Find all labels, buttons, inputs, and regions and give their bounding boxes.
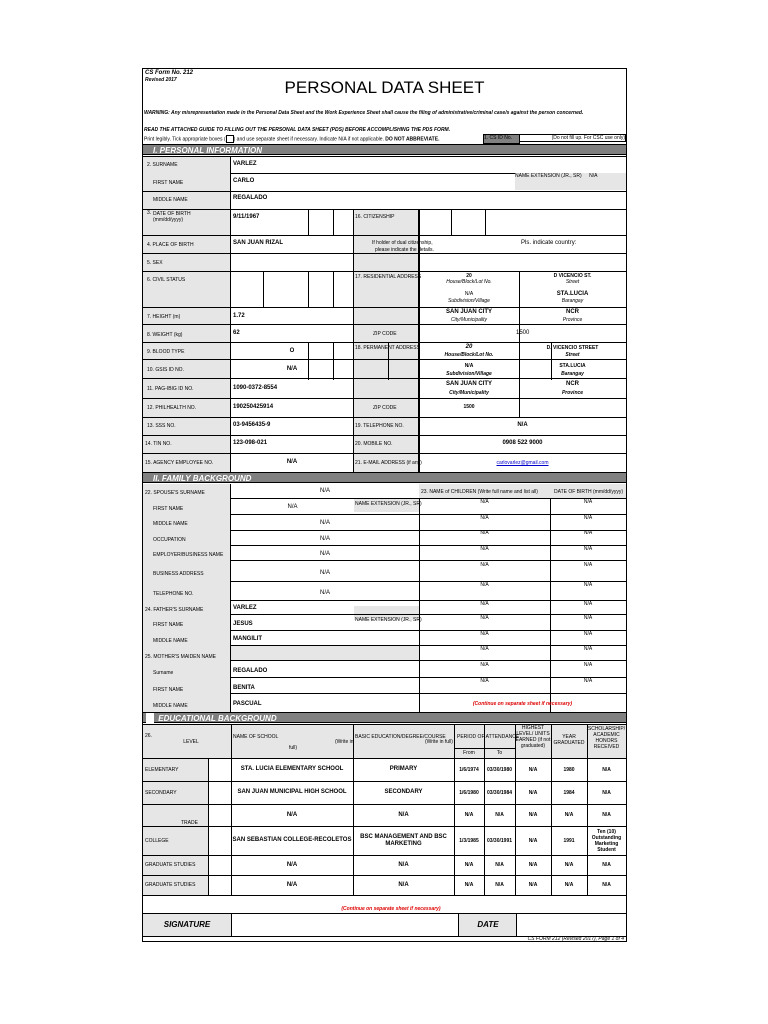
educ-year[interactable]: 1991 <box>563 837 575 844</box>
gsis-value[interactable]: N/A <box>286 366 298 372</box>
signature-label: SIGNATURE <box>143 914 231 936</box>
educ-course[interactable]: N/A <box>398 861 409 868</box>
dual-note: If holder of dual citizenship, <box>372 240 433 246</box>
tin-label: 14. TIN NO. <box>145 441 172 447</box>
name-ext-value[interactable]: N/A <box>589 173 598 179</box>
perm-city[interactable]: SAN JUAN CITY <box>445 381 492 387</box>
rule <box>388 342 389 380</box>
educ-continue-note: (Continue on separate sheet if necessary) <box>341 906 441 912</box>
sss-label: 13. SSS NO. <box>147 423 176 429</box>
form-revised: Revised 2017 <box>145 77 177 83</box>
educ-year-header: YEAR GRADUATED <box>553 734 585 746</box>
philhealth-value[interactable]: 190250425914 <box>233 404 274 410</box>
educ-year[interactable]: N/A <box>564 882 574 888</box>
educ-year[interactable]: N/A <box>564 812 574 818</box>
dual-note-2: please indicate the details. <box>375 247 434 253</box>
mother-surname-label: Surname <box>153 670 174 676</box>
child-name[interactable]: N/A <box>480 646 489 652</box>
rule <box>143 378 626 379</box>
child-dob[interactable]: N/A <box>583 515 593 521</box>
educ-to[interactable]: N/A <box>495 882 504 888</box>
child-dob[interactable]: N/A <box>583 646 593 652</box>
rule <box>143 324 626 325</box>
first-name-value[interactable]: CARLO <box>233 178 255 184</box>
educ-course-header: BASIC EDUCATION/DEGREE/COURSE <box>355 734 446 740</box>
agency-label: 15. AGENCY EMPLOYEE NO. <box>145 460 214 466</box>
child-dob[interactable]: N/A <box>583 631 593 637</box>
csid-field <box>519 134 626 142</box>
mother-surname-value[interactable]: REGALADO <box>233 668 268 674</box>
child-name[interactable]: N/A <box>480 582 489 588</box>
educ-course[interactable]: BSC MANAGEMENT AND BSC MARKETING <box>360 833 447 847</box>
educ-units[interactable]: N/A <box>528 882 538 888</box>
child-name[interactable]: N/A <box>480 515 489 521</box>
rule <box>451 209 452 235</box>
sex-label: 5. SEX <box>147 260 163 266</box>
rule <box>143 724 626 725</box>
educ-year[interactable]: N/A <box>564 862 574 868</box>
educ-level: GRADUATE STUDIES <box>145 862 196 868</box>
educ-to[interactable]: 03/30/1991 <box>486 837 513 844</box>
educ-course-header-2: (Write in full) <box>425 739 453 745</box>
rule <box>485 209 486 235</box>
mother-middle-value[interactable]: PASCUAL <box>233 701 262 707</box>
occupation-value[interactable]: N/A <box>319 536 330 542</box>
educ-to-header: To <box>496 750 503 756</box>
business-address-label: BUSINESS ADDRESS <box>153 571 204 577</box>
father-middle-value[interactable]: MANGILIT <box>233 636 262 642</box>
rule <box>231 693 626 694</box>
educ-units[interactable]: N/A <box>528 812 538 818</box>
child-dob[interactable]: N/A <box>583 615 593 621</box>
educ-from[interactable]: 1/3/1985 <box>459 837 479 844</box>
rule <box>333 209 334 235</box>
educ-school[interactable]: N/A <box>286 811 298 818</box>
read-guide-text: READ THE ATTACHED GUIDE TO FILLING OUT THE PERSONAL DATA SHEET (PDS) BEFORE ACCOMPLISHING THE PDS FORM. <box>144 127 451 133</box>
residential-label: 17. RESIDENTIAL ADDRESS <box>355 274 422 280</box>
rule <box>419 209 420 472</box>
perm-city-cap: City/Municipality <box>449 390 489 396</box>
rule <box>333 342 334 380</box>
height-value[interactable]: 1.72 <box>233 313 245 319</box>
child-name[interactable]: N/A <box>480 631 489 637</box>
email-label: 21. E-MAIL ADDRESS (if any) <box>355 460 422 466</box>
rule <box>143 307 626 308</box>
section-number-box <box>146 713 154 723</box>
educ-units-header: HIGHEST LEVEL/ UNITS EARNED (if not graduated) <box>515 725 551 749</box>
educ-to[interactable]: N/A <box>495 812 504 818</box>
print-note <box>144 135 439 143</box>
page-title: PERSONAL DATA SHEET <box>284 78 485 97</box>
educ-level: SECONDARY <box>145 789 177 796</box>
child-name[interactable]: N/A <box>480 601 489 607</box>
perm-prov-cap: Province <box>561 390 584 396</box>
business-address-value[interactable]: N/A <box>319 570 330 576</box>
father-ext-label: NAME EXTENSION (JR., SR) <box>355 617 422 623</box>
educ-school-header-3: full) <box>289 745 298 751</box>
educ-from[interactable]: N/A <box>464 862 474 868</box>
gsis-label: 10. GSIS ID NO. <box>147 367 184 373</box>
father-first-label: FIRST NAME <box>153 622 184 628</box>
dob-label: DATE OF BIRTH (mm/dd/yyyy) <box>153 211 191 223</box>
rule <box>143 435 626 436</box>
res-subd-cap: Subdivision/Village <box>448 298 490 304</box>
perm-house-cap: House/Block/Lot No. <box>444 352 494 358</box>
child-dob-label: DATE OF BIRTH (mm/dd/yyyy) <box>554 489 623 495</box>
spouse-surname-label: 22. SPOUSE'S SURNAME <box>145 490 205 496</box>
rule <box>143 398 626 399</box>
child-dob[interactable]: N/A <box>583 546 593 552</box>
sss-value[interactable]: 03-9456435-9 <box>233 422 271 428</box>
mother-first-label: FIRST NAME <box>153 687 184 693</box>
educ-from[interactable]: 1/6/1980 <box>459 789 479 796</box>
mother-maiden-label: 25. MOTHER'S MAIDEN NAME <box>145 654 216 660</box>
educ-level: ELEMENTARY <box>145 766 179 773</box>
educ-year[interactable]: 1984 <box>563 789 575 796</box>
child-dob[interactable]: N/A <box>583 582 593 588</box>
print-note-a: Print legibly. Tick appropriate boxes ( <box>144 136 226 143</box>
rule <box>143 235 626 236</box>
family-continue-note: (Continue on separate sheet if necessary) <box>472 701 573 707</box>
spouse-middle-label: MIDDLE NAME <box>153 521 188 527</box>
educ-from[interactable]: N/A <box>464 812 474 818</box>
email-value[interactable]: carlovarlez@gmail.com <box>496 460 549 466</box>
dob-num: 3. <box>147 210 152 216</box>
rule <box>143 253 626 254</box>
child-name[interactable]: N/A <box>480 678 489 684</box>
rule <box>308 209 309 235</box>
child-dob[interactable]: N/A <box>583 601 593 607</box>
educ-units[interactable]: N/A <box>528 789 538 796</box>
res-brgy[interactable]: STA.LUCIA <box>556 291 589 297</box>
child-name[interactable]: N/A <box>480 499 489 505</box>
mother-middle-label: MIDDLE NAME <box>153 703 188 709</box>
name-ext-label: NAME EXTENSION (JR., SR) <box>515 173 582 179</box>
father-first-value[interactable]: JESUS <box>233 621 253 627</box>
perm-zip[interactable]: 1500 <box>463 404 475 410</box>
rule <box>143 191 626 192</box>
educ-school[interactable]: N/A <box>286 861 298 868</box>
rule <box>143 359 626 360</box>
blood-label: 9. BLOOD TYPE <box>147 349 185 355</box>
res-zip[interactable]: 1500 <box>516 330 530 336</box>
spouse-first-value[interactable]: N/A <box>287 504 298 510</box>
educ-school-header-2: (Write in <box>335 739 354 745</box>
permanent-label: 18. PERMANENT ADDRESS <box>355 345 420 351</box>
child-name[interactable]: N/A <box>480 562 489 568</box>
occupation-label: OCCUPATION <box>153 537 186 543</box>
perm-house[interactable]: 20 <box>465 344 473 350</box>
child-name[interactable]: N/A <box>480 546 489 552</box>
educ-course[interactable]: PRIMARY <box>389 766 418 772</box>
res-prov-cap: Province <box>562 317 583 323</box>
spouse-middle-value[interactable]: N/A <box>319 520 330 526</box>
res-brgy-cap: Barangay <box>561 298 584 304</box>
middle-name-label: MIDDLE NAME <box>153 197 188 203</box>
family-label-column <box>143 484 231 714</box>
perm-street[interactable]: D. VICENCIO STREET <box>546 345 599 351</box>
educ-school-header: NAME OF SCHOOL <box>233 734 279 740</box>
educ-honors[interactable]: N/A <box>602 882 611 888</box>
rule <box>333 271 334 307</box>
children-label: 23. NAME of CHILDREN (Write full name and list all) <box>421 489 538 495</box>
rule <box>308 271 309 307</box>
rule <box>208 758 209 895</box>
rule <box>551 342 552 380</box>
spouse-tel-value[interactable]: N/A <box>319 590 330 596</box>
educ-honors[interactable]: N/A <box>602 789 611 796</box>
date-label: DATE <box>458 914 517 936</box>
res-prov[interactable]: NCR <box>566 309 579 315</box>
spouse-first-label: FIRST NAME <box>153 506 184 512</box>
rule <box>143 271 626 272</box>
dob-value[interactable]: 9/11/1967 <box>233 214 260 220</box>
surname-value[interactable]: VARLEZ <box>233 161 257 167</box>
csid-label: 1. CS ID No. <box>483 134 520 144</box>
educ-school[interactable]: STA. LUCIA ELEMENTARY SCHOOL <box>240 766 344 772</box>
height-label: 7. HEIGHT (m) <box>147 314 181 320</box>
child-dob[interactable]: N/A <box>583 678 593 684</box>
res-house-cap: House/Block/Lot No. <box>446 279 492 285</box>
educ-honors-header: SCHOLARSHIP/ ACADEMIC HONORS RECEIVED <box>587 726 626 750</box>
educ-course[interactable]: N/A <box>398 811 409 818</box>
perm-brgy[interactable]: STA.LUCIA <box>559 363 586 369</box>
educ-level <box>145 804 208 826</box>
section-education-title: EDUCATIONAL BACKGROUND <box>158 714 277 723</box>
surname-label: 2. SURNAME <box>147 162 178 168</box>
res-house[interactable]: 20 <box>466 273 472 279</box>
educ-honors[interactable]: N/A <box>602 766 611 773</box>
res-city[interactable]: SAN JUAN CITY <box>445 309 492 315</box>
employer-label: EMPLOYER/BUSINESS NAME <box>153 552 224 558</box>
educ-to[interactable]: 03/30/1980 <box>486 766 513 773</box>
mobile-label: 20. MOBILE NO. <box>355 441 393 447</box>
perm-prov[interactable]: NCR <box>566 381 579 387</box>
educ-from[interactable]: N/A <box>464 882 474 888</box>
perm-zip-label: ZIP CODE <box>373 405 397 411</box>
child-name[interactable]: N/A <box>480 615 489 621</box>
educ-from-header: From <box>463 750 475 756</box>
telephone-value[interactable]: N/A <box>517 422 528 428</box>
rule <box>231 560 626 561</box>
civil-status-label: 6. CIVIL STATUS <box>147 277 186 283</box>
res-zip-label: ZIP CODE <box>373 331 397 337</box>
educ-course[interactable]: N/A <box>398 881 409 888</box>
rule <box>143 209 626 210</box>
weight-label: 8. WEIGHT (kg) <box>147 332 183 338</box>
perm-brgy-cap: Barangay <box>561 371 584 377</box>
child-dob[interactable]: N/A <box>583 662 593 668</box>
father-surname-value[interactable]: VARLEZ <box>233 605 257 611</box>
educ-school[interactable]: SAN SEBASTIAN COLLEGE-RECOLETOS <box>232 837 352 843</box>
spouse-surname-value[interactable]: N/A <box>319 488 330 494</box>
educ-course[interactable]: SECONDARY <box>384 789 423 795</box>
educ-units[interactable]: N/A <box>528 837 538 844</box>
educ-year[interactable]: 1980 <box>563 766 575 773</box>
mother-first-value[interactable]: BENITA <box>233 685 255 691</box>
educ-period-header: PERIOD OF ATTENDANCE <box>457 734 520 740</box>
perm-street-cap: Street <box>565 352 580 358</box>
educ-level: COLLEGE <box>145 837 169 844</box>
perm-subd[interactable]: N/A <box>464 363 474 369</box>
pob-label: 4. PLACE OF BIRTH <box>147 242 194 248</box>
signature-field[interactable] <box>231 914 458 936</box>
rule <box>143 342 626 343</box>
educ-to[interactable]: 03/30/1984 <box>486 789 513 796</box>
citizenship-label: 16. CITIZENSHIP <box>355 214 395 220</box>
father-middle-label: MIDDLE NAME <box>153 638 188 644</box>
pds-sheet <box>142 68 627 942</box>
res-city-cap: City/Municipality <box>450 317 488 323</box>
rule <box>143 453 626 454</box>
res-street-cap: Street <box>565 279 580 285</box>
child-name[interactable]: N/A <box>480 662 489 668</box>
educ-units[interactable]: N/A <box>528 766 538 773</box>
pob-value[interactable]: SAN JUAN RIZAL <box>233 240 284 246</box>
educ-level-header: LEVEL <box>183 739 199 745</box>
educ-from[interactable]: 1/6/1974 <box>459 766 479 773</box>
child-dob[interactable]: N/A <box>583 562 593 568</box>
tin-value[interactable]: 123-098-021 <box>233 440 268 446</box>
blood-value[interactable]: O <box>289 348 295 354</box>
rule <box>519 271 520 417</box>
section-education <box>143 712 626 723</box>
warning-text: WARNING: Any misrepresentation made in the Personal Data Sheet and the Work Experience Sheet shall cause the filing of administrative/criminal case/s against the person concerned. <box>144 110 584 116</box>
rule <box>143 156 626 157</box>
educ-num: 26. <box>145 733 152 739</box>
vocational-label: TRADE <box>181 820 198 826</box>
rule <box>143 417 626 418</box>
form-number: CS Form No. 212 <box>145 70 194 76</box>
date-field[interactable] <box>516 914 627 936</box>
educ-school[interactable]: SAN JUAN MUNICIPAL HIGH SCHOOL <box>237 789 347 795</box>
do-not-abbreviate: DO NOT ABBREVIATE. <box>385 136 440 143</box>
child-name[interactable]: N/A <box>480 530 489 536</box>
educ-school[interactable]: N/A <box>286 881 298 888</box>
name-extension <box>515 173 626 190</box>
educ-units[interactable]: N/A <box>528 862 538 868</box>
pls-country: Pls. indicate country: <box>521 240 577 246</box>
perm-subd-cap: Subdivision/Village <box>446 371 492 377</box>
educ-to[interactable]: N/A <box>495 862 504 868</box>
mobile-value[interactable]: 0908 522 9000 <box>502 440 543 446</box>
pagibig-label: 11. PAG-IBIG ID NO. <box>147 386 194 392</box>
print-note-b: ) and use separate sheet if necessary. Indicate N/A if not applicable. <box>233 136 384 143</box>
rule <box>231 660 626 661</box>
educ-honors[interactable]: N/A <box>602 812 611 818</box>
weight-value[interactable]: 62 <box>233 330 240 336</box>
mother-header-cell <box>231 645 419 660</box>
page-note: CS FORM 212 (Revised 2017), Page 1 of 4 <box>527 936 624 942</box>
spouse-tel-label: TELEPHONE NO. <box>153 591 194 597</box>
first-name-label: FIRST NAME <box>153 180 184 186</box>
tick-box-icon <box>226 135 234 143</box>
agency-value[interactable]: N/A <box>286 459 298 465</box>
father-surname-label: 24. FATHER'S SURNAME <box>145 607 204 613</box>
section-family-background: II. FAMILY BACKGROUND <box>143 472 626 483</box>
spouse-ext-label: NAME EXTENSION (JR., SR) <box>355 501 422 507</box>
telephone-label: 19. TELEPHONE NO. <box>355 423 404 429</box>
res-subd[interactable]: N/A <box>464 291 474 297</box>
educ-honors[interactable]: N/A <box>602 862 611 868</box>
child-dob[interactable]: N/A <box>583 499 593 505</box>
rule <box>308 342 309 380</box>
section-personal-info: I. PERSONAL INFORMATION <box>143 144 626 155</box>
middle-name-value[interactable]: REGALADO <box>233 195 268 201</box>
rule <box>263 271 264 307</box>
rule <box>353 209 354 472</box>
employer-value[interactable]: N/A <box>319 551 330 557</box>
pagibig-value[interactable]: 1090-0372-8554 <box>233 385 278 391</box>
res-street[interactable]: D VICENCIO ST. <box>553 273 592 279</box>
child-dob[interactable]: N/A <box>583 530 593 536</box>
philhealth-label: 12. PHILHEALTH NO. <box>147 405 197 411</box>
rule <box>143 895 626 896</box>
csid-note: (Do not fill up. For CSC use only) <box>551 135 625 141</box>
educ-honors[interactable]: Ten (10) Outstanding Marketing Student <box>591 828 622 853</box>
educ-level: GRADUATE STUDIES <box>145 882 196 888</box>
